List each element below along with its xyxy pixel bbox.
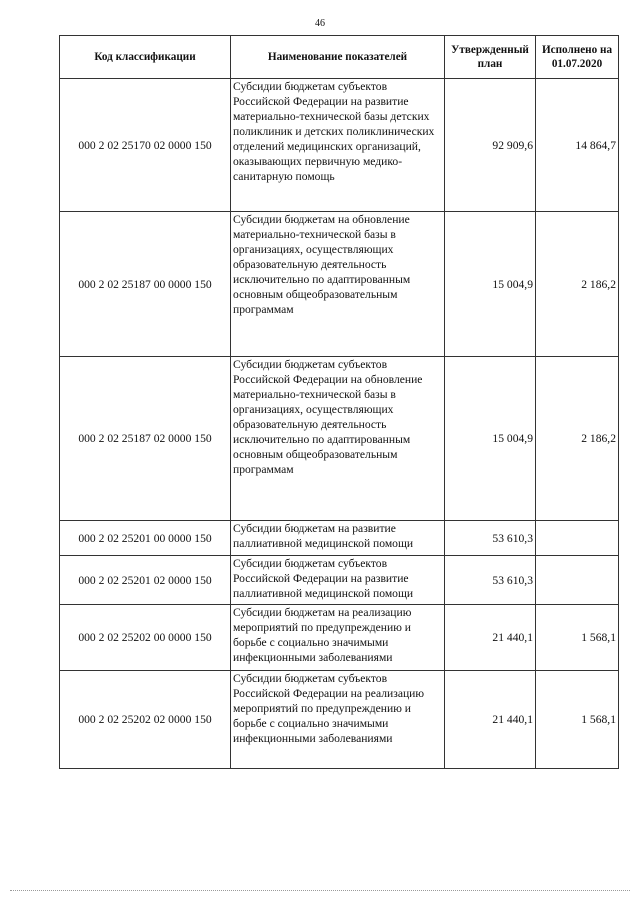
row-plan: 15 004,9 — [445, 212, 536, 357]
row-done: 2 186,2 — [536, 357, 619, 521]
row-done: 1 568,1 — [536, 671, 619, 769]
row-done: 14 864,7 — [536, 79, 619, 212]
row-name: Субсидии бюджетам на реализацию мероприятий по предупреждению и борьбе с социально значимыми инфекционными заболеваниями — [231, 605, 445, 671]
row-name: Субсидии бюджетам на развитие паллиативной медицинской помощи — [231, 521, 445, 556]
row-done: 1 568,1 — [536, 605, 619, 671]
row-code: 000 2 02 25187 00 0000 150 — [60, 212, 231, 357]
scan-edge-line — [10, 890, 630, 891]
row-name: Субсидии бюджетам субъектов Российской Федерации на обновление материально-технической базы в организациях, осуществляющих образовательную деятельность исключительно по адаптированным основным общеобразовательным программам — [231, 357, 445, 521]
row-code: 000 2 02 25202 00 0000 150 — [60, 605, 231, 671]
row-plan: 15 004,9 — [445, 357, 536, 521]
table-row — [60, 212, 619, 357]
row-plan: 92 909,6 — [445, 79, 536, 212]
row-name: Субсидии бюджетам субъектов Российской Федерации на развитие паллиативной медицинской помощи — [231, 556, 445, 605]
row-code: 000 2 02 25187 02 0000 150 — [60, 357, 231, 521]
header-name: Наименование показателей — [231, 36, 445, 79]
row-code: 000 2 02 25170 02 0000 150 — [60, 79, 231, 212]
row-name: Субсидии бюджетам на обновление материально-технической базы в организациях, осуществляющих образовательную деятельность исключительно по адаптированным основным общеобразовательным программам — [231, 212, 445, 357]
row-done — [536, 521, 619, 556]
table-row — [60, 357, 619, 521]
table-row — [60, 671, 619, 769]
table-row — [60, 521, 619, 556]
row-plan: 53 610,3 — [445, 556, 536, 605]
header-done: Исполнено на 01.07.2020 — [536, 36, 619, 79]
page-number: 46 — [315, 18, 325, 29]
row-done — [536, 556, 619, 605]
row-plan: 21 440,1 — [445, 671, 536, 769]
row-code: 000 2 02 25201 02 0000 150 — [60, 556, 231, 605]
row-name: Субсидии бюджетам субъектов Российской Федерации на реализацию мероприятий по предупреждению и борьбе с социально значимыми инфекционными заболеваниями — [231, 671, 445, 769]
row-code: 000 2 02 25202 02 0000 150 — [60, 671, 231, 769]
table-row — [60, 556, 619, 605]
budget-execution-table — [59, 35, 619, 769]
table-row — [60, 79, 619, 212]
row-plan: 53 610,3 — [445, 521, 536, 556]
row-plan: 21 440,1 — [445, 605, 536, 671]
row-done: 2 186,2 — [536, 212, 619, 357]
row-name: Субсидии бюджетам субъектов Российской Федерации на развитие материально-технической базы детских поликлиник и детских поликлинических отделений медицинских организаций, оказывающих первичную медико-санитарную помощь — [231, 79, 445, 212]
header-code: Код классификации — [60, 36, 231, 79]
row-code: 000 2 02 25201 00 0000 150 — [60, 521, 231, 556]
table-header-row — [60, 36, 619, 79]
table-row — [60, 605, 619, 671]
header-plan: Утвержденный план — [445, 36, 536, 79]
